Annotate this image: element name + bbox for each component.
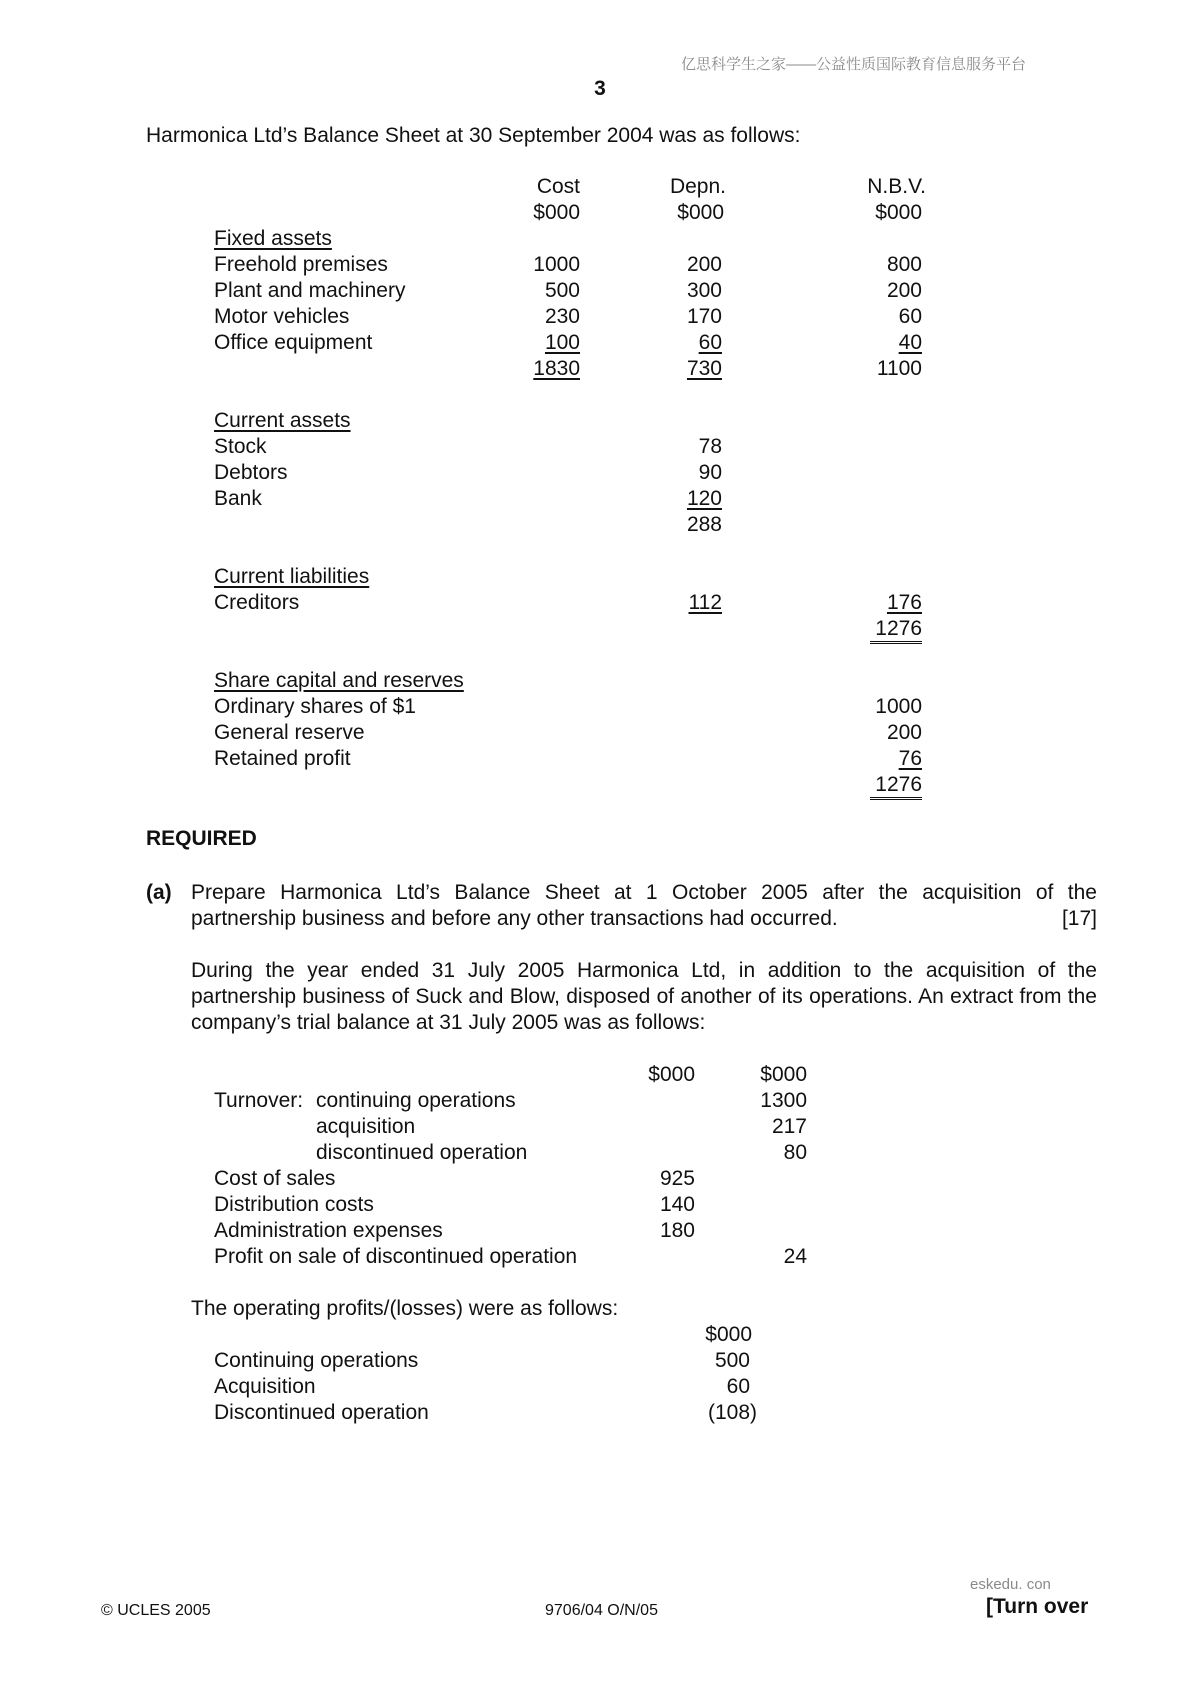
capital-label: Ordinary shares of $1: [214, 695, 416, 718]
tb-col-unit-cr: $000: [760, 1063, 807, 1086]
tb-row-cr: 24: [783, 1245, 807, 1268]
operating-profits-unit: $000: [705, 1323, 752, 1346]
tb-row-label: Cost of sales: [214, 1167, 336, 1190]
fixed-asset-nbv: 200: [886, 279, 922, 302]
current-asset-value: 78: [698, 435, 722, 458]
fixed-asset-nbv: 40: [898, 331, 922, 354]
intro-text: Harmonica Ltd’s Balance Sheet at 30 September 2004 was as follows:: [146, 124, 801, 147]
fixed-asset-nbv: 60: [898, 305, 922, 328]
fixed-asset-label: Motor vehicles: [214, 305, 350, 328]
fixed-asset-nbv: 800: [886, 253, 922, 276]
turnover-label: Turnover:: [214, 1089, 304, 1112]
tb-row-dr: 925: [659, 1167, 695, 1190]
capital-heading: Share capital and reserves: [214, 669, 464, 692]
turnover-row-value: 217: [771, 1115, 807, 1138]
operating-profit-label: Acquisition: [214, 1375, 316, 1398]
footer-copyright: © UCLES 2005: [101, 1602, 211, 1619]
fixed-asset-cost: 230: [544, 305, 580, 328]
trial-balance-intro: During the year ended 31 July 2005 Harmonica Ltd, in addition to the acquisition of the partnership business of Suck and Blow, disposed of another of its operations. An extract from the company’s trial balance at 31 July 2005 was as follows:: [191, 959, 1097, 1034]
footer-site-watermark: eskedu. con: [970, 1576, 1051, 1593]
capital-label: Retained profit: [214, 747, 351, 770]
turnover-row-label: discontinued operation: [316, 1141, 528, 1164]
fixed-asset-depn: 200: [686, 253, 722, 276]
current-liabilities-heading: Current liabilities: [214, 565, 370, 588]
net-current-assets: 176: [886, 591, 922, 614]
current-liability-value: 112: [688, 591, 722, 614]
tb-row-label: Profit on sale of discontinued operation: [214, 1245, 578, 1268]
fixed-assets-total-cost: 1830: [533, 357, 580, 380]
tb-row-dr: 180: [659, 1219, 695, 1242]
fixed-asset-depn: 60: [698, 331, 722, 354]
capital-total: 1276: [870, 774, 922, 800]
operating-profit-value: 60: [726, 1375, 750, 1398]
col-unit-cost: $000: [533, 201, 580, 224]
tb-col-unit-dr: $000: [648, 1063, 695, 1086]
operating-profit-value: (108): [707, 1401, 757, 1424]
watermark-text: 亿思科学生之家——公益性质国际教育信息服务平台: [681, 56, 1027, 73]
current-liability-label: Creditors: [214, 591, 300, 614]
tb-row-label: Administration expenses: [214, 1219, 443, 1242]
capital-value: 1000: [875, 695, 922, 718]
current-asset-label: Stock: [214, 435, 267, 458]
operating-profit-label: Discontinued operation: [214, 1401, 429, 1424]
required-heading: REQUIRED: [146, 827, 257, 850]
capital-value: 200: [886, 721, 922, 744]
fixed-asset-cost: 1000: [533, 253, 580, 276]
fixed-assets-heading: Fixed assets: [214, 227, 332, 250]
col-header-nbv: N.B.V.: [867, 175, 926, 198]
page-number: 3: [594, 77, 606, 100]
part-a-line2: partnership business and before any other transactions had occurred.: [191, 907, 838, 930]
turnover-row-value: 1300: [760, 1089, 807, 1112]
fixed-asset-depn: 300: [686, 279, 722, 302]
operating-profit-label: Continuing operations: [214, 1349, 419, 1372]
current-assets-total: 288: [686, 513, 722, 536]
part-a-line1: Prepare Harmonica Ltd’s Balance Sheet at 1 October 2005 after the acquisition of the: [191, 881, 1097, 904]
current-asset-label: Debtors: [214, 461, 288, 484]
turnover-row-label: acquisition: [316, 1115, 416, 1138]
current-asset-value: 90: [698, 461, 722, 484]
turnover-row-label: continuing operations: [316, 1089, 516, 1112]
capital-label: General reserve: [214, 721, 365, 744]
part-a-marks: [17]: [1061, 907, 1097, 930]
col-unit-depn: $000: [677, 201, 724, 224]
footer-exam-code: 9706/04 O/N/05: [545, 1602, 658, 1619]
current-asset-value: 120: [686, 487, 722, 510]
capital-value: 76: [898, 747, 922, 770]
operating-profit-value: 500: [714, 1349, 750, 1372]
fixed-asset-depn: 170: [686, 305, 722, 328]
operating-profits-intro: The operating profits/(losses) were as follows:: [191, 1297, 619, 1320]
tb-row-label: Distribution costs: [214, 1193, 374, 1216]
current-assets-heading: Current assets: [214, 409, 351, 432]
tb-row-dr: 140: [659, 1193, 695, 1216]
col-header-depn: Depn.: [669, 175, 726, 198]
fixed-assets-total-depn: 730: [686, 357, 722, 380]
fixed-asset-cost: 100: [544, 331, 580, 354]
col-unit-nbv: $000: [875, 201, 922, 224]
current-asset-label: Bank: [214, 487, 262, 510]
fixed-asset-cost: 500: [544, 279, 580, 302]
fixed-asset-label: Plant and machinery: [214, 279, 406, 302]
net-assets-total: 1276: [870, 618, 922, 644]
fixed-assets-total-nbv: 1100: [876, 357, 922, 380]
turnover-row-value: 80: [783, 1141, 807, 1164]
col-header-cost: Cost: [536, 175, 580, 198]
turn-over-label: [Turn over: [986, 1595, 1089, 1618]
part-a-label: (a): [146, 881, 172, 904]
fixed-asset-label: Freehold premises: [214, 253, 388, 276]
fixed-asset-label: Office equipment: [214, 331, 373, 354]
